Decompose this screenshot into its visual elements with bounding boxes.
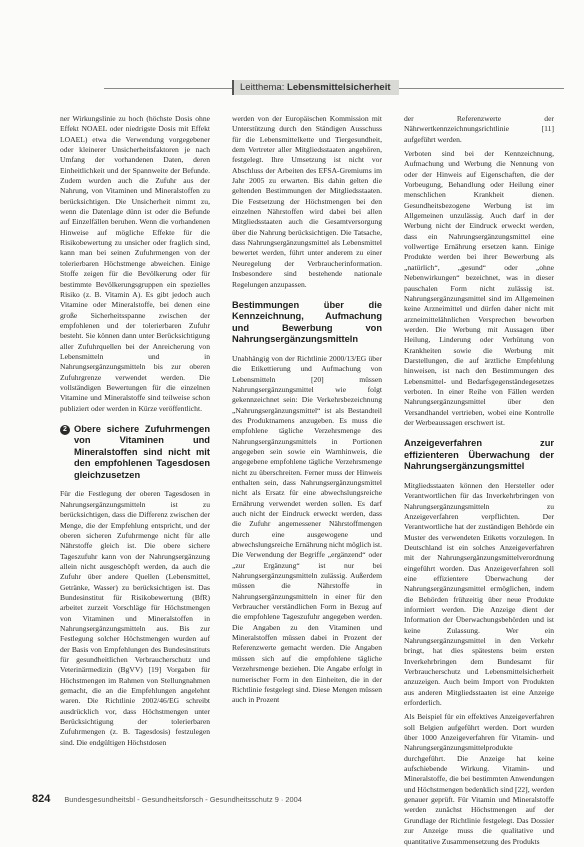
running-header: [232, 80, 399, 95]
section-number-badge: 2: [60, 425, 70, 435]
column-3: [404, 114, 554, 846]
page-footer: [32, 793, 564, 805]
col3-paragraph-3: Mitgliedsstaaten können den Hersteller oder Verantwortlichen für das Inverkehrbringen von Nahrungsergänzungsmitteln zu Anzeigeverfahren verpflichten. Der Verantwortliche hat der zuständigen Behörde ein Muster des verwendeten Etiketts vorzulegen. In Deutschland ist ein solches Anzeigeverfahren mit der Nahrungsergänzungsmittelverordnung eingeführt worden. Das Anzeigeverfahren soll eine effizientere Überwachung der Nahrungsergänzungsmittel ermöglichen, indem die Behörden frühzeitig über neue Produkte informiert werden. Die Anzeige dient der Information der Überwachungsbehörden und ist keine Zulassung. Wer ein Nahrungsergänzungsmittel in den Verkehr bringt, hat dies spätestens beim ersten Inverkehrbringen dem Bundesamt für Verbraucherschutz und Lebensmittelsicherheit anzuzeigen. Auch beim Import von Produkten aus anderen Mitgliedsstaaten ist eine Anzeige erforderlich.: [404, 480, 554, 708]
col3-paragraph-4: Als Beispiel für ein effektives Anzeigeverfahren soll Belgien aufgeführt werden. Dort wurden über 1000 Anzeigeverfahren für Vitamin- und Nahrungsergänzungsmittelprodukte durchgeführt. Die Anzeige hat keine aufschiebende Wirkung. Vitamin- und Mineralstoffe, die bei bestimmten Anwendungen und Höchstmengen bedenklich sind [22], werden genauer geprüft. Für Vitamin und Mineralstoffe werden zunächst Höchstmengen auf der Grundlage der Richtlinie festgelegt. Das Dossier zur Anzeige muss die qualitative und quantitative Zusammensetzung des Produkts: [404, 712, 554, 846]
journal-citation: Bundesgesundheitsbl - Gesundheitsforsch - Gesundheitsschutz 9 · 2004: [64, 795, 302, 804]
col1-paragraph-1: ner Wirkungslinie zu hoch (höchste Dosis ohne Effekt NOAEL oder niedrigste Dosis mit Effekt LOAEL) etwa die Verwendung vorgegebener oder kleinerer Unsicherheitsfaktoren je nach Umfang der vorhandenen Daten, deren Einheitlichkeit und der Spannweite der Befunde. Zudem wurden auch die Zufuhr aus der Nahrung, von Vitaminen und Mineralstoffen zu berücksichtigen. Die Unsicherheit nimmt zu, wenn die Datenlage dünn ist oder die Befunde auf Einzelfällen beruhen. Wenn die vorhandenen Hinweise auf mögliche Effekte für die Risikobewertung zu unsicher oder fraglich sind, kann man bei seinen Zufuhrmengen von der tolerierbaren Höchstmenge abweichen. Einige Stoffe zeigen für die Bevölkerung oder für bestimmte Bevölkerungsgruppen ein spezielles Risiko (z. B. Vitamin A). Es gibt jedoch auch Vitamine oder Mineralstoffe, bei denen eine große Sicherheitsspanne zwischen der empfohlenen und der tolerierbaren Zufuhr besteht. Sie können dann unter Berücksichtigung aller Zufuhrquellen bei der Anreicherung von Lebensmitteln und in Nahrungsergänzungsmitteln bis zur oberen Zufuhrgrenze verwendet werden. Die vollständigen Bewertungen für die einzelnen Vitamine und Mineralstoffe sind teilweise schon publiziert oder werden in Kürze veröffentlicht.: [60, 114, 210, 413]
column-2: [232, 114, 382, 710]
col2-paragraph-2: Unabhängig von der Richtlinie 2000/13/EG über die Etikettierung und Aufmachung von Lebensmitteln [20] müssen Nahrungsergänzungsmittel wie folgt gekennzeichnet sein: Die Verkehrsbezeichnung „Nahrungsergänzungsmittel“ ist als Bestandteil des Produktnamens anzugeben. Es muss die empfohlene tägliche Verzehrsmenge des Nahrungsergänzungsmittels in Portionen angegeben sein sowie ein Warnhinweis, die angegebene empfohlene tägliche Verzehrsmenge nicht zu überschreiten. Ferner muss der Hinweis enthalten sein, dass Nahrungsergänzungsmittel nicht als Ersatz für eine abwechslungsreiche Ernährung verwendet werden sollen. Es darf auch nicht der Eindruck erweckt werden, dass die Zufuhr angemessener Nährstoffmengen durch eine ausgewogene und abwechslungsreiche Ernährung nicht möglich ist. Die Verwendung der Begriffe „ergänzend“ oder „zur Ergänzung“ ist nur bei Nahrungsergänzungsmitteln zulässig. Außerdem müssen die Nährstoffe in Nahrungsergänzungsmitteln in einer für den Verbraucher verständlichen Form in Bezug auf die empfohlene Tageszufuhr angegeben werden. Die Angaben zu den Vitaminen und Mineralstoffen müssen dabei in Prozent der Referenzwerte gemacht werden. Die Angaben müssen sich auf die empfohlene tägliche Verzehrsmenge beziehen. Die Angabe erfolgt in numerischer Form in den Einheiten, die in der Richtlinie festgelegt sind. Diese Mengen müssen auch in Prozent: [232, 353, 382, 705]
col1-paragraph-2: Für die Festlegung der oberen Tagesdosen in Nahrungsergänzungsmitteln ist zu berücksichtigen, dass die Differenz zwischen der Menge, die der Empfehlung entspricht, und der oberen sicheren Zufuhrmenge nicht für alle Nährstoffe gleich ist. Die obere sichere Tageszufuhr kann von der Nahrungsergänzung allein nicht ausgeschöpft werden, da auch die Zufuhr über andere Quellen (Lebensmittel, Getränke, Wasser) zu berücksichtigen ist. Das Bundesinstitut für Risikobewertung (BfR) arbeitet zurzeit Vorschläge für Höchstmengen von Vitaminen und Mineralstoffen in Nahrungsergänzungsmitteln aus. Bis zur Festlegung solcher Höchstmengen wurden auf der Basis von Empfehlungen des Bundesinstituts für gesundheitlichen Verbraucherschutz und Veterinärmedizin (BgVV) [19] Vorgaben für Höchstmengen im Rahmen von Stellungnahmen gemacht, die an die Empfehlungen angelehnt waren. Die Richtlinie 2002/46/EG schreibt ausdrücklich vor, dass Höchstmengen unter Berücksichtigung der tolerierbaren Zufuhrmengen (z. B. Tagesdosis) festzulegen sind. Die endgültigen Höchstdosen: [60, 489, 210, 747]
page-number: 824: [32, 793, 51, 805]
col1-heading-text: Obere sichere Zufuhrmengen von Vitaminen und Mineralstoffen sind nicht mit den empfohlenen Tagesdosen gleichzusetzen: [74, 423, 210, 480]
col2-section-heading: Bestimmungen über die Kennzeichnung, Aufmachung und Bewerbung von Nahrungsergänzungsmitteln: [232, 299, 382, 345]
column-1: [60, 114, 210, 752]
col3-section-heading: Anzeigeverfahren zur effizienteren Überwachung der Nahrungsergänzungsmittel: [404, 438, 554, 472]
col1-section-heading: [60, 424, 210, 482]
col2-paragraph-1: werden von der Europäischen Kommission mit Unterstützung durch den Ständigen Ausschuss für die Lebensmittelkette und Tiergesundheit, dem Vertreter aller Mitgliedsstaaten angehören, festgelegt. Ihre Umsetzung ist nicht vor Abschluss der Arbeiten des EFSA-Gremiums im Jahr 2005 zu erwarten. Bis dahin gelten die geltenden Bestimmungen der Mitgliedsstaaten. Die Festsetzung der Höchstmengen bei den einzelnen Nährstoffen wird dabei bei allen Mitgliedsstaaten auch die Gesamtversorgung über die Nahrung berücksichtigen. Die Tatsache, dass Nahrungsergänzungsmittel als Lebensmittel bewertet werden, führt unter anderem zu einer Neuregelung der Verbraucherinformation. Insbesondere sind bestehende nationale Regelungen anzupassen.: [232, 114, 382, 289]
header-label: Leitthema:: [240, 82, 285, 93]
col3-paragraph-2: Verboten sind bei der Kennzeichnung, Aufmachung und Werbung die Nennung von oder der Hinweis auf Eigenschaften, die der Vorbeugung, Behandlung oder Heilung einer menschlichen Krankheit dienen. Gesundheitsbezogene Werbung ist im Allgemeinen unzulässig. Auch darf in der Werbung nicht der Eindruck erweckt werden, dass ein Nahrungsergänzungsmittel eine vollwertige Ernährung ersetzen kann. Einige Produkte werden bei ihrer Bewerbung als „natürlich“, „gesund“ oder „ohne Nebenwirkungen“ bezeichnet, was in dieser pauschalen Form nicht zulässig ist. Nahrungsergänzungsmittel sind im Allgemeinen keine Arzneimittel und dürfen daher nicht mit arzneimittelähnlichen Versprechen beworben werden. Die Werbung mit Aussagen über Heilung, Linderung oder Verhütung von Krankheiten sowie die Werbung mit Darstellungen, die auf ärztliche Empfehlung hinweisen, ist nach den Bestimmungen des Lebensmittel- und Bedarfsgegenständegesetzes verboten. In einer Reihe von Fällen werden Nahrungsergänzungsmittel über den Versandhandel vertrieben, wobei eine Kontrolle der Werbeaussagen erschwert ist.: [404, 149, 554, 427]
header-title: Lebensmittelsicherheit: [287, 82, 391, 93]
col3-paragraph-1: der Referenzwerte der Nährwertkennzeichnungsrichtlinie [11] aufgeführt werden.: [404, 114, 554, 144]
